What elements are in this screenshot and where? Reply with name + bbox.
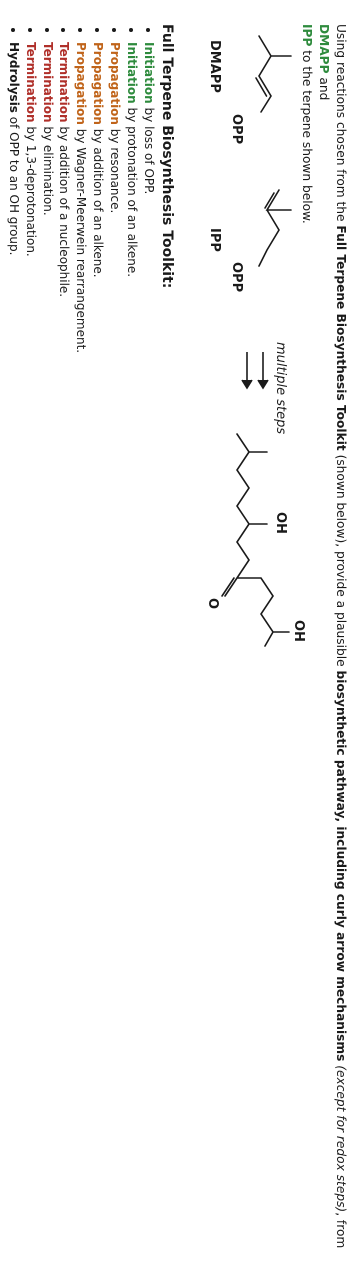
toolkit-heading: Full Terpene Biosynthesis Toolkit:: [159, 24, 175, 289]
ipp-opp: OPP: [229, 262, 244, 293]
reaction-arrows: [242, 352, 268, 388]
dmapp-opp: OPP: [229, 114, 244, 145]
reaction-scheme: [175, 0, 325, 1280]
intro-text-2: (shown below), provide a plausible: [334, 450, 348, 671]
toolkit-item: • Initiation by loss of OPP.: [140, 42, 157, 353]
toolkit-item: • Termination by elimination.: [39, 42, 56, 353]
dmapp-structure: [256, 36, 291, 112]
arrow-label: multiple steps: [273, 342, 288, 435]
product-o: O: [205, 598, 220, 610]
intro-and: and: [317, 73, 331, 101]
toolkit-reference: Full Terpene Biosynthesis Toolkit: [334, 225, 348, 451]
toolkit-item: • Hydrolysis of OPP to an OH group.: [5, 42, 22, 353]
toolkit-item: • Initiation by protonation of an alkene.: [123, 42, 140, 353]
toolkit-item: • Termination by 1,3-deprotonation.: [22, 42, 39, 353]
dmapp-ref: DMAPP: [317, 24, 331, 74]
ipp-label: IPP: [207, 228, 222, 252]
ipp-structure: [259, 190, 291, 266]
intro-text-4: to the terpene shown below.: [300, 46, 314, 224]
toolkit-item: • Propagation by Wagner-Meerwein rearrangement.: [72, 42, 89, 353]
toolkit-item: • Propagation by addition of an alkene.: [89, 42, 106, 353]
redox-note: (except for redox steps): [334, 1061, 348, 1213]
intro-text-3: , from: [334, 1212, 348, 1249]
toolkit-item: • Propagation by resonance.: [106, 42, 123, 353]
ipp-ref: IPP: [300, 24, 314, 47]
intro-text-1: Using reactions chosen from the: [334, 24, 348, 226]
dmapp-label: DMAPP: [207, 40, 222, 93]
product-oh-2: OH: [291, 620, 306, 642]
product-oh-1: OH: [273, 512, 288, 534]
toolkit-list: [5, 28, 157, 353]
pathway-phrase: biosynthetic pathway, including curly arrow mechanisms: [334, 670, 348, 1062]
toolkit-item: • Termination by addition of a nucleophile.: [56, 42, 73, 353]
product-structure: [222, 434, 289, 646]
